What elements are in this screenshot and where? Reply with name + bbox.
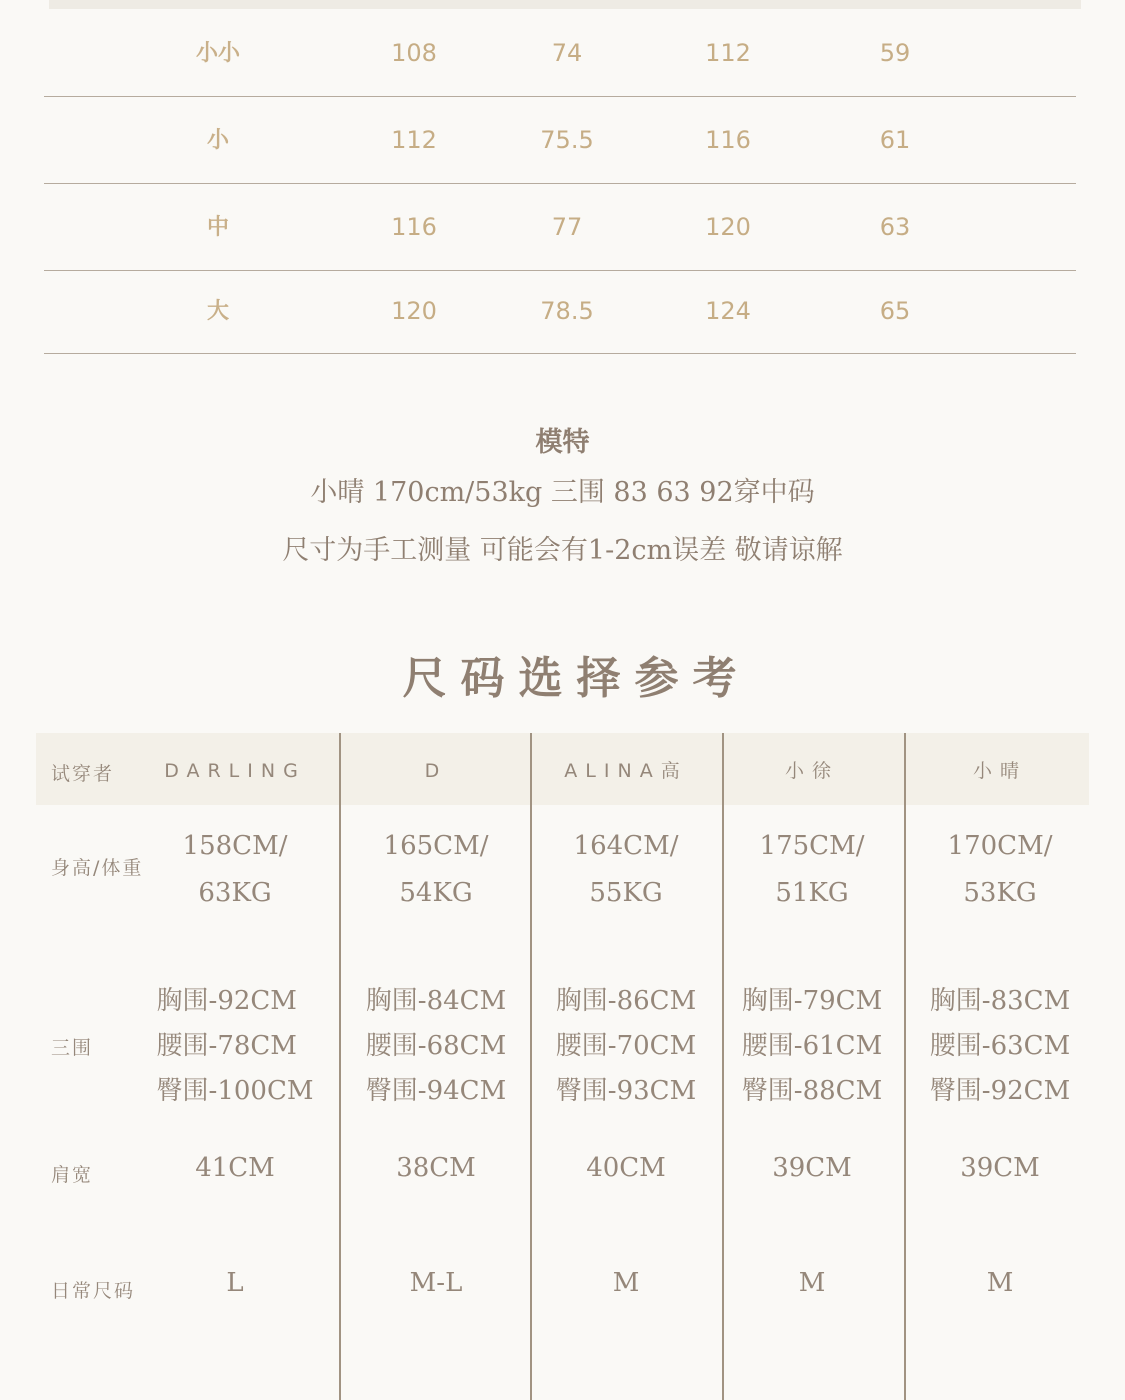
row-label-measurements: 三围 (51, 1037, 94, 1059)
height-weight (574, 823, 679, 917)
height-weight (760, 823, 865, 917)
weight-value: 55KG (589, 878, 663, 908)
row-label-height-weight: 身高/体重 (51, 857, 144, 879)
model-title: 模特 (535, 427, 590, 458)
hip-value: 臀围-93CM (555, 1076, 697, 1106)
size-value: 75.5 (540, 126, 594, 154)
column-divider (530, 733, 532, 1400)
size-value: 124 (705, 297, 751, 325)
tryer-name: 小晴 (972, 760, 1028, 782)
hip-value: 臀围-88CM (741, 1076, 883, 1106)
weight-value: 51KG (775, 878, 849, 908)
size-name: 小小 (195, 40, 241, 66)
size-value: 77 (551, 213, 583, 241)
measurements (157, 979, 314, 1114)
bust-value: 胸围-83CM (929, 986, 1071, 1016)
waist-value: 腰围-78CM (156, 1031, 297, 1061)
bust-value: 胸围-84CM (365, 986, 507, 1016)
shoulder-value: 40CM (586, 1153, 666, 1183)
weight-value: 54KG (399, 878, 473, 908)
section-title: 尺码选择参考 (402, 653, 751, 704)
size-value: 120 (705, 213, 751, 241)
height-value: 165CM/ (383, 831, 489, 861)
height-weight (948, 823, 1053, 917)
size-value: 65 (879, 297, 911, 325)
daily-size-value: M (986, 1268, 1014, 1298)
weight-value: 53KG (963, 878, 1037, 908)
tryer-name: 小徐 (784, 760, 840, 782)
bust-value: 胸围-79CM (741, 986, 883, 1016)
measurements (556, 979, 696, 1114)
size-value: 112 (391, 126, 437, 154)
waist-value: 腰围-68CM (365, 1031, 507, 1061)
height-value: 170CM/ (947, 831, 1053, 861)
height-value: 164CM/ (573, 831, 679, 861)
waist-value: 腰围-61CM (741, 1031, 883, 1061)
tryer-name: DARLING (164, 760, 306, 782)
table-row (44, 10, 1076, 97)
waist-value: 腰围-70CM (555, 1031, 697, 1061)
tryer-name: ALINA高 (564, 760, 688, 782)
height-value: 158CM/ (182, 831, 288, 861)
daily-size-value: M-L (409, 1268, 463, 1298)
daily-size-value: M (798, 1268, 826, 1298)
size-value: 61 (879, 126, 911, 154)
shoulder-value: 38CM (396, 1153, 476, 1183)
hip-value: 臀围-92CM (929, 1076, 1071, 1106)
hip-value: 臀围-100CM (156, 1076, 314, 1106)
table-row (44, 184, 1076, 271)
daily-size-value: M (612, 1268, 640, 1298)
daily-size-value: L (226, 1268, 244, 1298)
size-name: 大 (206, 298, 230, 324)
column-divider (904, 733, 906, 1400)
height-weight (384, 823, 489, 917)
size-reference-table (36, 733, 1089, 1400)
weight-value: 63KG (198, 878, 272, 908)
waist-value: 腰围-63CM (929, 1031, 1071, 1061)
table-header-bar (49, 0, 1081, 9)
table-row (44, 97, 1076, 184)
size-name: 中 (206, 214, 230, 240)
measurements (930, 979, 1070, 1114)
size-value: 63 (879, 213, 911, 241)
shoulder-value: 39CM (960, 1153, 1040, 1183)
shoulder-value: 39CM (772, 1153, 852, 1183)
size-value: 116 (705, 126, 751, 154)
measurement-note: 尺寸为手工测量 可能会有1-2cm误差 敬请谅解 (282, 535, 843, 566)
height-weight (183, 823, 288, 917)
hip-value: 臀围-94CM (365, 1076, 507, 1106)
measurements (366, 979, 506, 1114)
size-value: 108 (391, 39, 437, 67)
column-divider (722, 733, 724, 1400)
size-value: 116 (391, 213, 437, 241)
row-label-shoulder: 肩宽 (51, 1164, 94, 1186)
column-divider (339, 733, 341, 1400)
size-value: 112 (705, 39, 751, 67)
size-value: 74 (551, 39, 583, 67)
model-info: 小晴 170cm/53kg 三围 83 63 92穿中码 (310, 477, 815, 508)
height-value: 175CM/ (759, 831, 865, 861)
bust-value: 胸围-86CM (555, 986, 697, 1016)
size-name: 小 (206, 127, 230, 153)
tryer-name: D (424, 760, 448, 782)
shoulder-value: 41CM (195, 1153, 275, 1183)
table-row (44, 270, 1076, 354)
bust-value: 胸围-92CM (156, 986, 297, 1016)
size-value: 120 (391, 297, 437, 325)
size-value: 59 (879, 39, 911, 67)
row-label-daily-size: 日常尺码 (51, 1280, 136, 1302)
row-label-tryer: 试穿者 (51, 763, 115, 785)
measurements (742, 979, 882, 1114)
size-value: 78.5 (540, 297, 594, 325)
